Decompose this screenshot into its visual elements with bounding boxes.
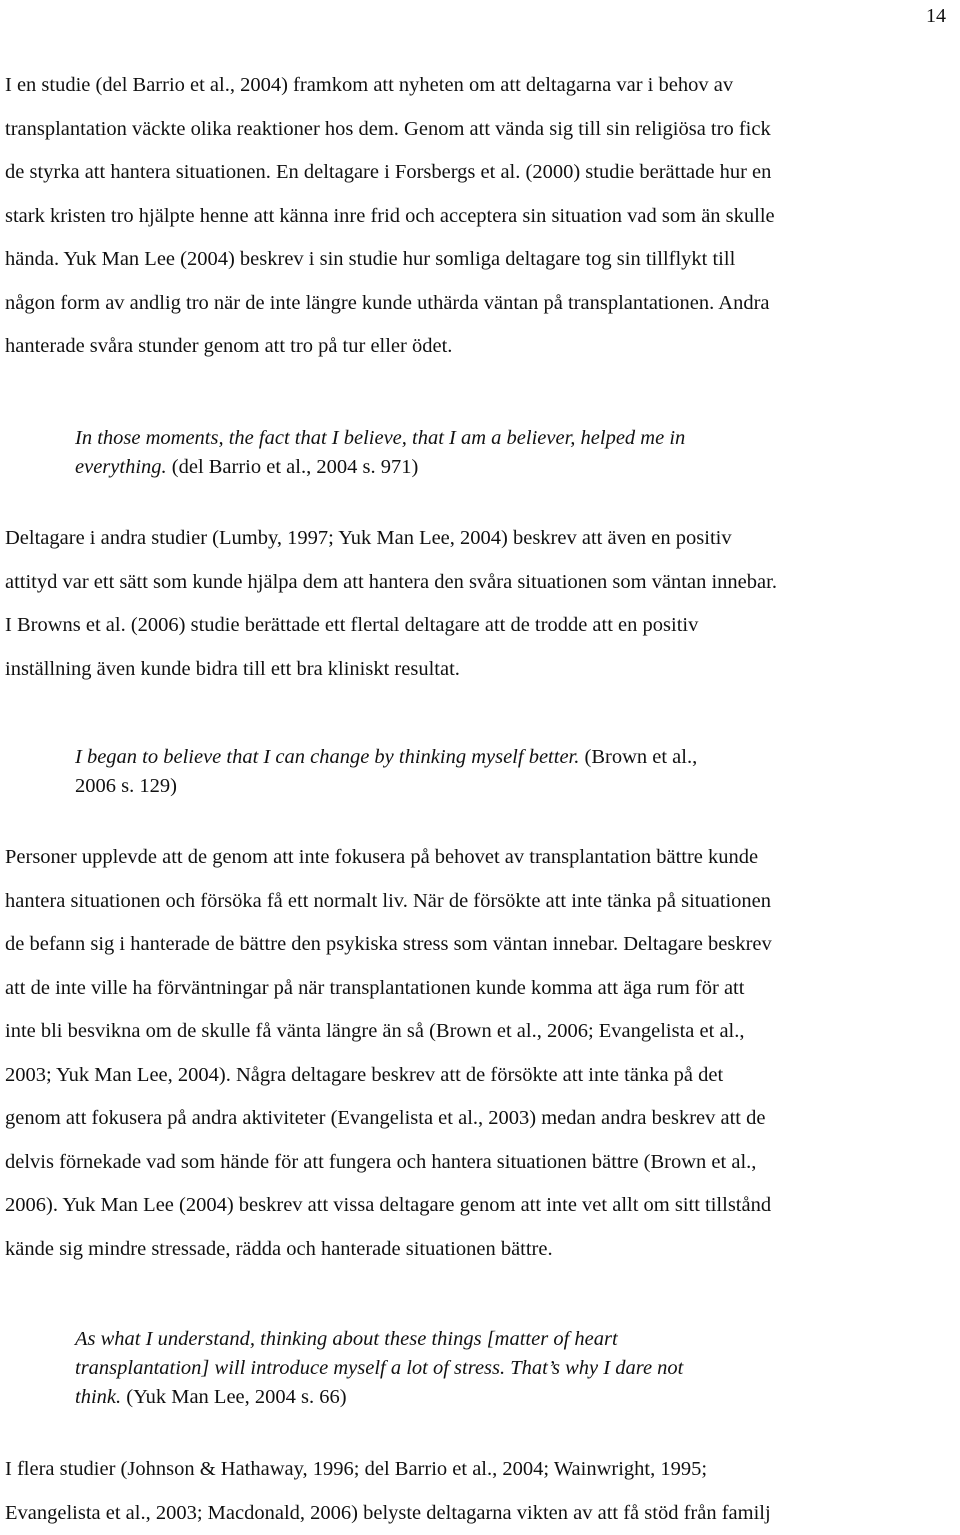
quote-line [75, 1383, 935, 1412]
block-quote-brown [75, 743, 935, 801]
quote-italic: As what I understand, thinking about these things [matter of heart [75, 1328, 618, 1350]
paragraph-positive-attitude [5, 517, 957, 691]
text-line: Deltagare i andra studier (Lumby, 1997; Yuk Man Lee, 2004) beskrev att även en positiv [5, 517, 957, 561]
text-line: de styrka att hantera situationen. En deltagare i Forsbergs et al. (2000) studie berättade hur en [5, 151, 957, 195]
quote-italic: In those moments, the fact that I believe, that I am a believer, helped me in [75, 427, 685, 449]
text-line: kände sig mindre stressade, rädda och hanterade situationen bättre. [5, 1228, 957, 1272]
quote-line [75, 743, 935, 772]
text-line: Evangelista et al., 2003; Macdonald, 2006) belyste deltagarna vikten av att få stöd från familj [5, 1492, 957, 1535]
quote-line [75, 424, 935, 453]
paragraph-religious-faith [5, 64, 957, 369]
text-line: I en studie (del Barrio et al., 2004) framkom att nyheten om att deltagarna var i behov av [5, 64, 957, 108]
quote-italic: think. [75, 1386, 121, 1408]
block-quote-yuk-man-lee [75, 1325, 935, 1412]
paragraph-not-focusing [5, 836, 957, 1271]
text-line: att de inte ville ha förväntningar på när transplantationen kunde komma att äga rum för att [5, 967, 957, 1011]
quote-italic: transplantation] will introduce myself a lot of stress. That’s why I dare not [75, 1357, 683, 1379]
text-line: inte bli besvikna om de skulle få vänta längre än så (Brown et al., 2006; Evangelista et al., [5, 1010, 957, 1054]
text-line: hända. Yuk Man Lee (2004) beskrev i sin studie hur somliga deltagare tog sin tillflykt till [5, 238, 957, 282]
text-line: attityd var ett sätt som kunde hjälpa dem att hantera den svåra situationen som väntan innebar. [5, 561, 957, 605]
text-line: Personer upplevde att de genom att inte fokusera på behovet av transplantation bättre kunde [5, 836, 957, 880]
quote-citation: (del Barrio et al., 2004 s. 971) [167, 456, 419, 478]
quote-line [75, 1354, 935, 1383]
text-line: inställning även kunde bidra till ett bra kliniskt resultat. [5, 648, 957, 692]
text-line: hanterade svåra stunder genom att tro på tur eller ödet. [5, 325, 957, 369]
quote-citation: (Brown et al., [579, 746, 697, 768]
quote-italic: I began to believe that I can change by thinking myself better. [75, 746, 579, 768]
quote-line [75, 1325, 935, 1354]
text-line: I Browns et al. (2006) studie berättade ett flertal deltagare att de trodde att en positiv [5, 604, 957, 648]
text-line: 2006). Yuk Man Lee (2004) beskrev att vissa deltagare genom att inte vet allt om sitt tillstånd [5, 1184, 957, 1228]
block-quote-del-barrio [75, 424, 935, 482]
quote-line [75, 772, 935, 801]
text-line: de befann sig i hanterade de bättre den psykiska stress som väntan innebar. Deltagare beskrev [5, 923, 957, 967]
text-line: delvis förnekade vad som hände för att fungera och hantera situationen bättre (Brown et al., [5, 1141, 957, 1185]
quote-line [75, 453, 935, 482]
text-line: I flera studier (Johnson & Hathaway, 1996; del Barrio et al., 2004; Wainwright, 1995; [5, 1448, 957, 1492]
text-line: genom att fokusera på andra aktiviteter (Evangelista et al., 2003) medan andra beskrev att de [5, 1097, 957, 1141]
quote-citation: (Yuk Man Lee, 2004 s. 66) [121, 1386, 346, 1408]
text-line: 2003; Yuk Man Lee, 2004). Några deltagare beskrev att de försökte att inte tänka på det [5, 1054, 957, 1098]
quote-citation: 2006 s. 129) [75, 775, 177, 797]
text-line: transplantation väckte olika reaktioner hos dem. Genom att vända sig till sin religiösa tro fick [5, 108, 957, 152]
text-line: hantera situationen och försöka få ett normalt liv. När de försökte att inte tänka på situationen [5, 880, 957, 924]
quote-italic: everything. [75, 456, 167, 478]
text-line: stark kristen tro hjälpte henne att känna inre frid och acceptera sin situation vad som än skulle [5, 195, 957, 239]
paragraph-family-support [5, 1448, 957, 1535]
text-line: någon form av andlig tro när de inte längre kunde uthärda väntan på transplantationen. Andra [5, 282, 957, 326]
page-number: 14 [926, 4, 946, 28]
